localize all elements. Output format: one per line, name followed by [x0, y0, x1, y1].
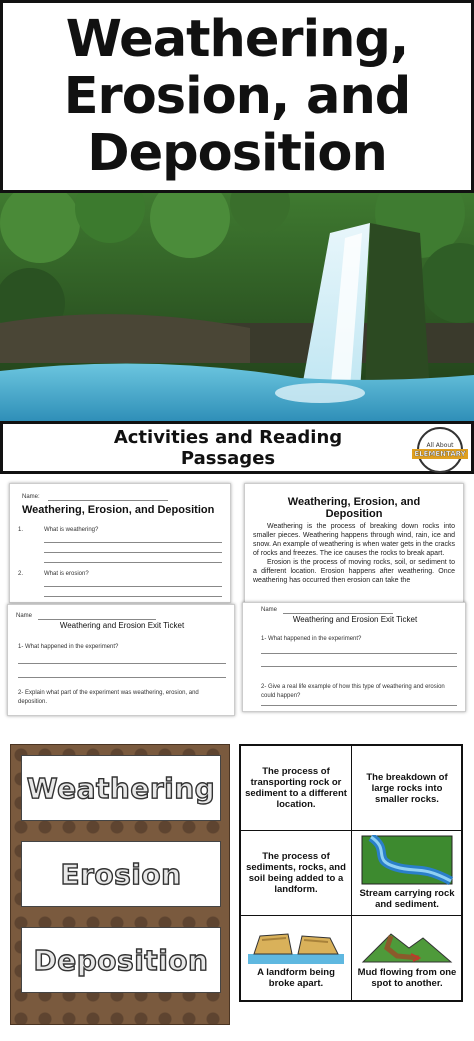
name-label: Name: [261, 607, 278, 613]
picture-cell: [240, 915, 352, 1001]
waterfall-illustration: [0, 193, 474, 421]
word-card-label: Erosion: [60, 857, 182, 891]
passage-paragraph-2: Erosion is the process of moving rocks, soil, or sediment to a different location. Erosion happens after weathering. Once weathering has occurred then erosion can take the: [253, 559, 455, 584]
banner-line-1: Activities and Reading: [113, 427, 343, 448]
answer-line: [261, 705, 457, 706]
name-line: [48, 500, 168, 501]
worksheet-questions: [9, 483, 231, 603]
answer-line: [44, 552, 222, 553]
definition-cell: [240, 745, 352, 831]
answer-line: [18, 677, 226, 678]
answer-line: [18, 663, 226, 664]
definition-cell: [240, 830, 352, 916]
title-line-3: Deposition: [87, 124, 387, 183]
definition-text: The process of sediments, rocks, and soil being added to a landform.: [246, 851, 346, 895]
logo-top-text: All About: [426, 441, 454, 449]
name-line: [283, 613, 393, 614]
exit-ticket-2: [242, 602, 466, 712]
exit-ticket-1: [7, 604, 235, 716]
vocabulary-cards-board: [10, 744, 230, 1025]
answer-line: [44, 596, 222, 597]
title-line-1: Weathering,: [65, 10, 409, 69]
definition-card-grid: [239, 744, 463, 1002]
q1-text: What is weathering?: [44, 527, 99, 533]
brand-logo: [414, 427, 466, 473]
title-line-2: Erosion, and: [63, 67, 411, 126]
q2-number: 2.: [18, 571, 24, 577]
word-card-weathering: [21, 755, 221, 821]
definition-text: The breakdown of large rocks into smaller rocks.: [366, 771, 448, 805]
word-card-label: Deposition: [33, 943, 209, 977]
page-title: [64, 11, 411, 182]
exit-q2: 2- Explain what part of the experiment was weathering, erosion, and deposition.: [18, 690, 199, 705]
exit-ticket-title: Weathering and Erosion Exit Ticket: [292, 615, 418, 624]
exit-q1: 1- What happened in the experiment?: [18, 644, 119, 650]
passage-body: [245, 520, 463, 587]
exit-q1: 1- What happened in the experiment?: [261, 636, 362, 642]
worksheet-title: Weathering, Erosion, and Deposition: [22, 504, 215, 516]
waterfall-photo: [0, 193, 474, 421]
logo-main-text: ELEMENTARY: [414, 449, 466, 458]
q1-number: 1.: [18, 527, 24, 533]
landform-icon: [248, 928, 344, 964]
picture-cell: [351, 915, 463, 1001]
answer-line: [261, 666, 457, 667]
title-box: [0, 0, 474, 193]
name-label: Name:: [22, 494, 40, 500]
answer-line: [44, 586, 222, 587]
passage-paragraph-1: Weathering is the process of breaking down rocks into smaller pieces. Weathering happens through wind, rain, ice and snow. An example of weathering is when water gets in the cracks of rocks and freezes. The ice causes the rocks to break apart.: [253, 523, 455, 557]
mudflow-icon: [361, 928, 453, 964]
name-line: [38, 619, 156, 620]
passage-title-2: Deposition: [325, 508, 383, 520]
answer-line: [44, 562, 222, 563]
definition-cell: [351, 745, 463, 831]
passage-title-1: Weathering, Erosion, and: [287, 496, 421, 508]
exit-ticket-title: Weathering and Erosion Exit Ticket: [59, 621, 185, 630]
worksheet-previews: [0, 474, 474, 730]
picture-caption: A landform being broke apart.: [257, 966, 335, 989]
q2-text: What is erosion?: [44, 571, 89, 577]
answer-line: [261, 653, 457, 654]
word-card-deposition: [21, 927, 221, 993]
picture-caption: Mud flowing from one spot to another.: [357, 966, 457, 989]
picture-cell: [351, 830, 463, 916]
banner-line-2: Passages: [180, 448, 276, 469]
name-label: Name: [16, 613, 33, 619]
definition-text: The process of transporting rock or sediment to a different location.: [245, 766, 347, 810]
picture-caption: Stream carrying rock and sediment.: [359, 888, 455, 910]
exit-q2: 2- Give a real life example of how this type of weathering and erosion could happen?: [261, 684, 445, 699]
stream-icon: [361, 835, 453, 885]
banner-text: [83, 427, 373, 469]
word-card-erosion: [21, 841, 221, 907]
reading-passage: [244, 483, 464, 607]
answer-line: [44, 542, 222, 543]
subtitle-banner: [0, 421, 474, 474]
word-card-label: Weathering: [26, 771, 216, 805]
